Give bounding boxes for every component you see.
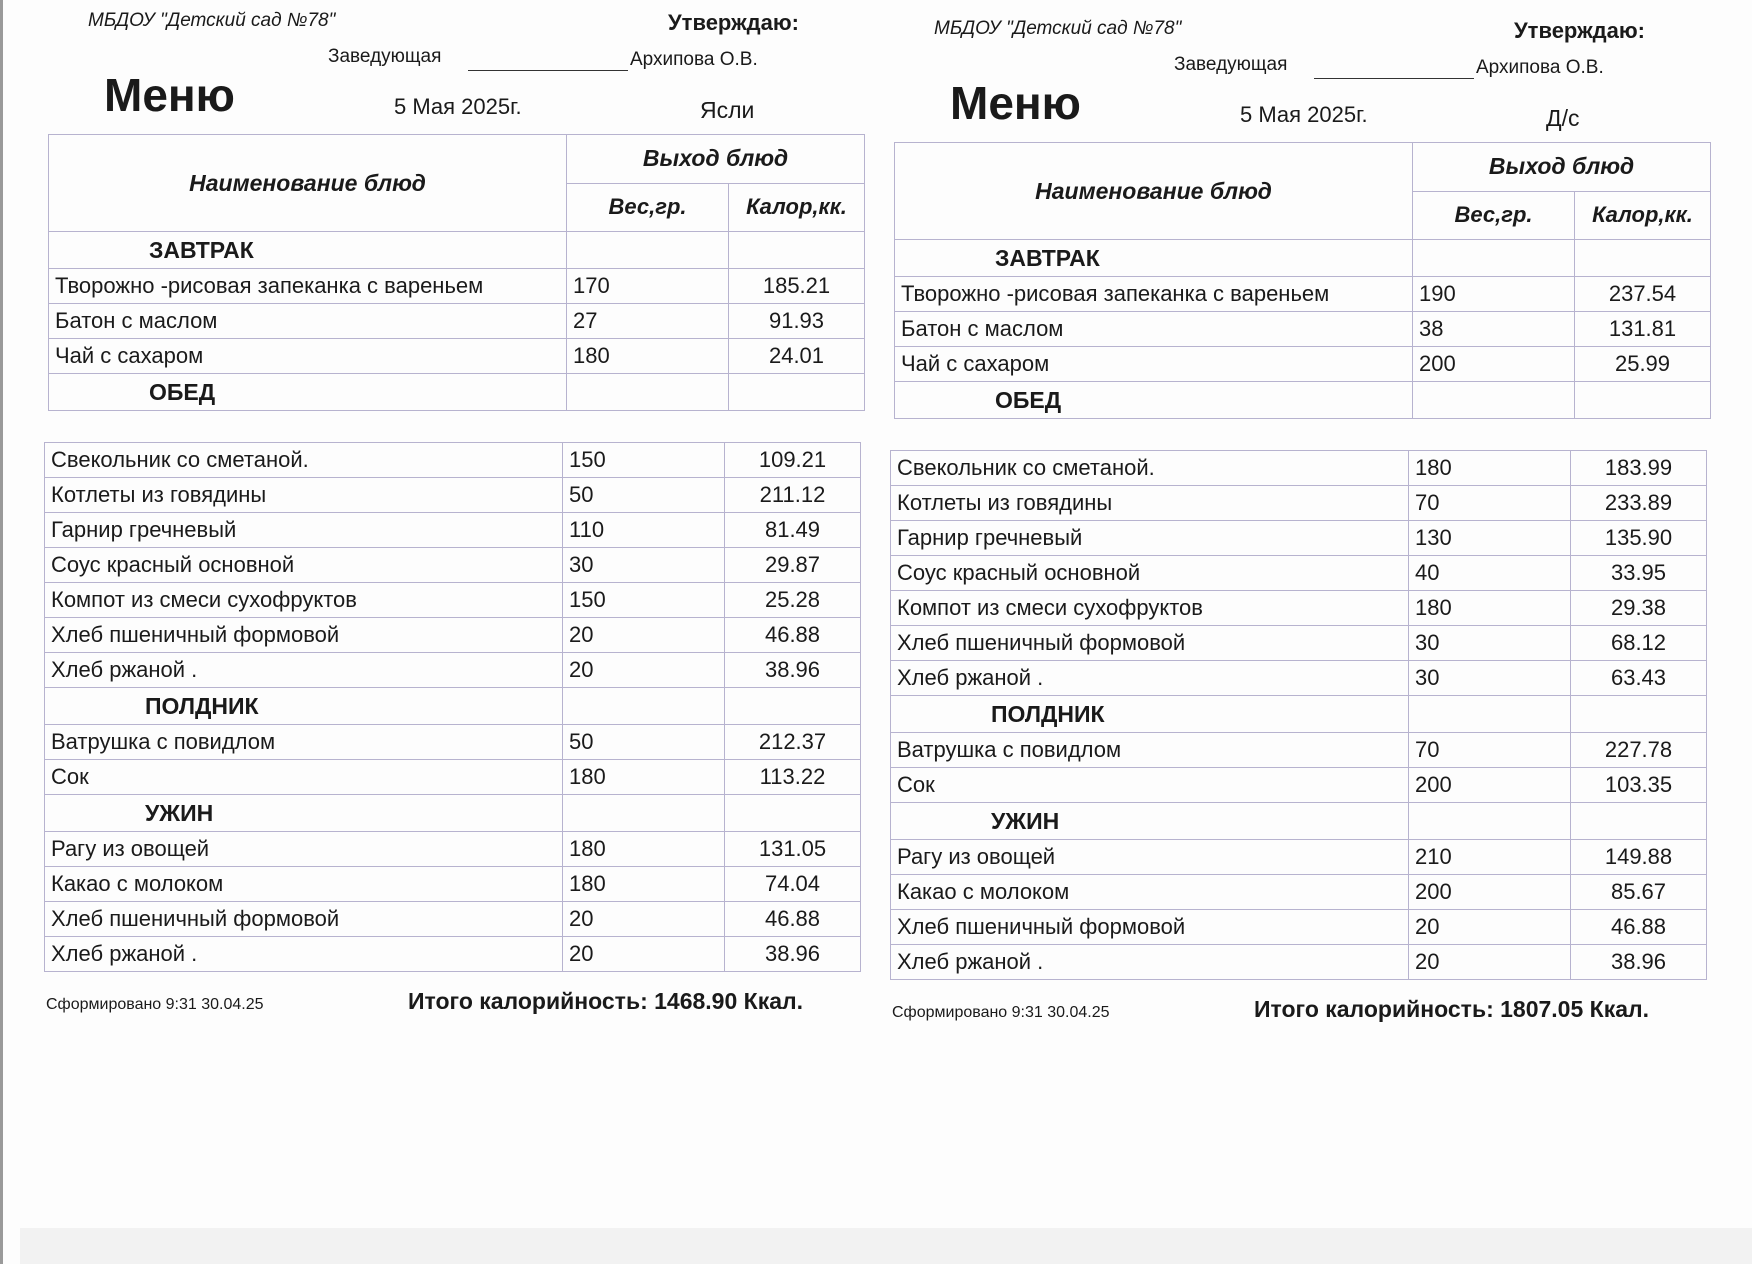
table-row: Чай с сахаром 180 24.01: [49, 339, 865, 374]
section-breakfast: ЗАВТРАК: [49, 232, 567, 269]
section-lunch: ОБЕД: [49, 374, 567, 411]
col-header-output: Выход блюд: [1413, 143, 1711, 192]
table-row: Сок 200 103.35: [891, 768, 1707, 803]
table-row: Котлеты из говядины 50 211.12: [45, 478, 861, 513]
table-row: Сок 180 113.22: [45, 760, 861, 795]
org-name: МБДОУ "Детский сад №78": [88, 10, 336, 31]
head-name: Архипова О.В.: [1476, 57, 1604, 78]
table-row: Ватрушка с повидлом 70 227.78: [891, 733, 1707, 768]
col-header-kcal: Калор,кк.: [729, 183, 865, 232]
menu-table-top: [894, 142, 1711, 419]
scan-edge-left: [0, 0, 3, 1264]
col-header-weight: Вес,гр.: [1413, 191, 1575, 240]
head-label: Заведующая: [328, 46, 442, 67]
table-row: Соус красный основной 30 29.87: [45, 548, 861, 583]
generated-stamp: Сформировано 9:31 30.04.25: [46, 996, 264, 1013]
table-row: Хлеб ржаной . 30 63.43: [891, 661, 1707, 696]
table-row: Гарнир гречневый 110 81.49: [45, 513, 861, 548]
col-header-name: Наименование блюд: [895, 143, 1413, 240]
table-row: Рагу из овощей 180 131.05: [45, 832, 861, 867]
section-dinner: УЖИН: [891, 803, 1409, 840]
table-row: Хлеб ржаной . 20 38.96: [45, 653, 861, 688]
head-label: Заведующая: [1174, 54, 1288, 75]
menu-sheet-nursery: [40, 6, 870, 1066]
approve-label: Утверждаю:: [1514, 18, 1645, 43]
section-snack: ПОЛДНИК: [891, 696, 1409, 733]
table-row: Какао с молоком 180 74.04: [45, 867, 861, 902]
table-row: Хлеб пшеничный формовой 20 46.88: [45, 618, 861, 653]
group-label: Д/с: [1546, 105, 1580, 131]
col-header-weight: Вес,гр.: [567, 183, 729, 232]
menu-sheet-kindergarten: [886, 14, 1716, 1074]
col-header-name: Наименование блюд: [49, 135, 567, 232]
section-dinner: УЖИН: [45, 795, 563, 832]
scan-edge-bottom: [20, 1228, 1752, 1264]
table-row: Батон с маслом 38 131.81: [895, 312, 1711, 347]
signature-line: [468, 70, 628, 71]
menu-table-top: [48, 134, 865, 411]
table-row: Творожно -рисовая запеканка с вареньем 170 185.21: [49, 269, 865, 304]
table-row: Хлеб пшеничный формовой 30 68.12: [891, 626, 1707, 661]
table-row: Творожно -рисовая запеканка с вареньем 190 237.54: [895, 277, 1711, 312]
approve-label: Утверждаю:: [668, 10, 799, 35]
section-breakfast: ЗАВТРАК: [895, 240, 1413, 277]
org-name: МБДОУ "Детский сад №78": [934, 18, 1182, 39]
head-name: Архипова О.В.: [630, 49, 758, 70]
table-row: Хлеб пшеничный формовой 20 46.88: [891, 910, 1707, 945]
total-calories: Итого калорийность: 1468.90 Ккал.: [408, 988, 803, 1014]
generated-stamp: Сформировано 9:31 30.04.25: [892, 1004, 1110, 1021]
menu-date: 5 Мая 2025г.: [1240, 102, 1368, 127]
group-label: Ясли: [700, 97, 755, 123]
menu-table-bottom: [890, 450, 1707, 980]
table-row: Хлеб ржаной . 20 38.96: [891, 945, 1707, 980]
section-lunch: ОБЕД: [895, 382, 1413, 419]
menu-title: Меню: [950, 77, 1081, 129]
table-row: Компот из смеси сухофруктов 150 25.28: [45, 583, 861, 618]
col-header-kcal: Калор,кк.: [1575, 191, 1711, 240]
section-snack: ПОЛДНИК: [45, 688, 563, 725]
menu-table-bottom: [44, 442, 861, 972]
total-calories: Итого калорийность: 1807.05 Ккал.: [1254, 996, 1649, 1022]
table-row: Свекольник со сметаной. 180 183.99: [891, 451, 1707, 486]
table-row: Компот из смеси сухофруктов 180 29.38: [891, 591, 1707, 626]
menu-date: 5 Мая 2025г.: [394, 94, 522, 119]
table-row: Чай с сахаром 200 25.99: [895, 347, 1711, 382]
table-row: Соус красный основной 40 33.95: [891, 556, 1707, 591]
table-row: Хлеб ржаной . 20 38.96: [45, 937, 861, 972]
table-row: Гарнир гречневый 130 135.90: [891, 521, 1707, 556]
table-row: Свекольник со сметаной. 150 109.21: [45, 443, 861, 478]
signature-line: [1314, 78, 1474, 79]
table-row: Ватрушка с повидлом 50 212.37: [45, 725, 861, 760]
menu-title: Меню: [104, 69, 235, 121]
table-row: Рагу из овощей 210 149.88: [891, 840, 1707, 875]
table-row: Хлеб пшеничный формовой 20 46.88: [45, 902, 861, 937]
table-row: Котлеты из говядины 70 233.89: [891, 486, 1707, 521]
table-row: Какао с молоком 200 85.67: [891, 875, 1707, 910]
table-row: Батон с маслом 27 91.93: [49, 304, 865, 339]
col-header-output: Выход блюд: [567, 135, 865, 184]
